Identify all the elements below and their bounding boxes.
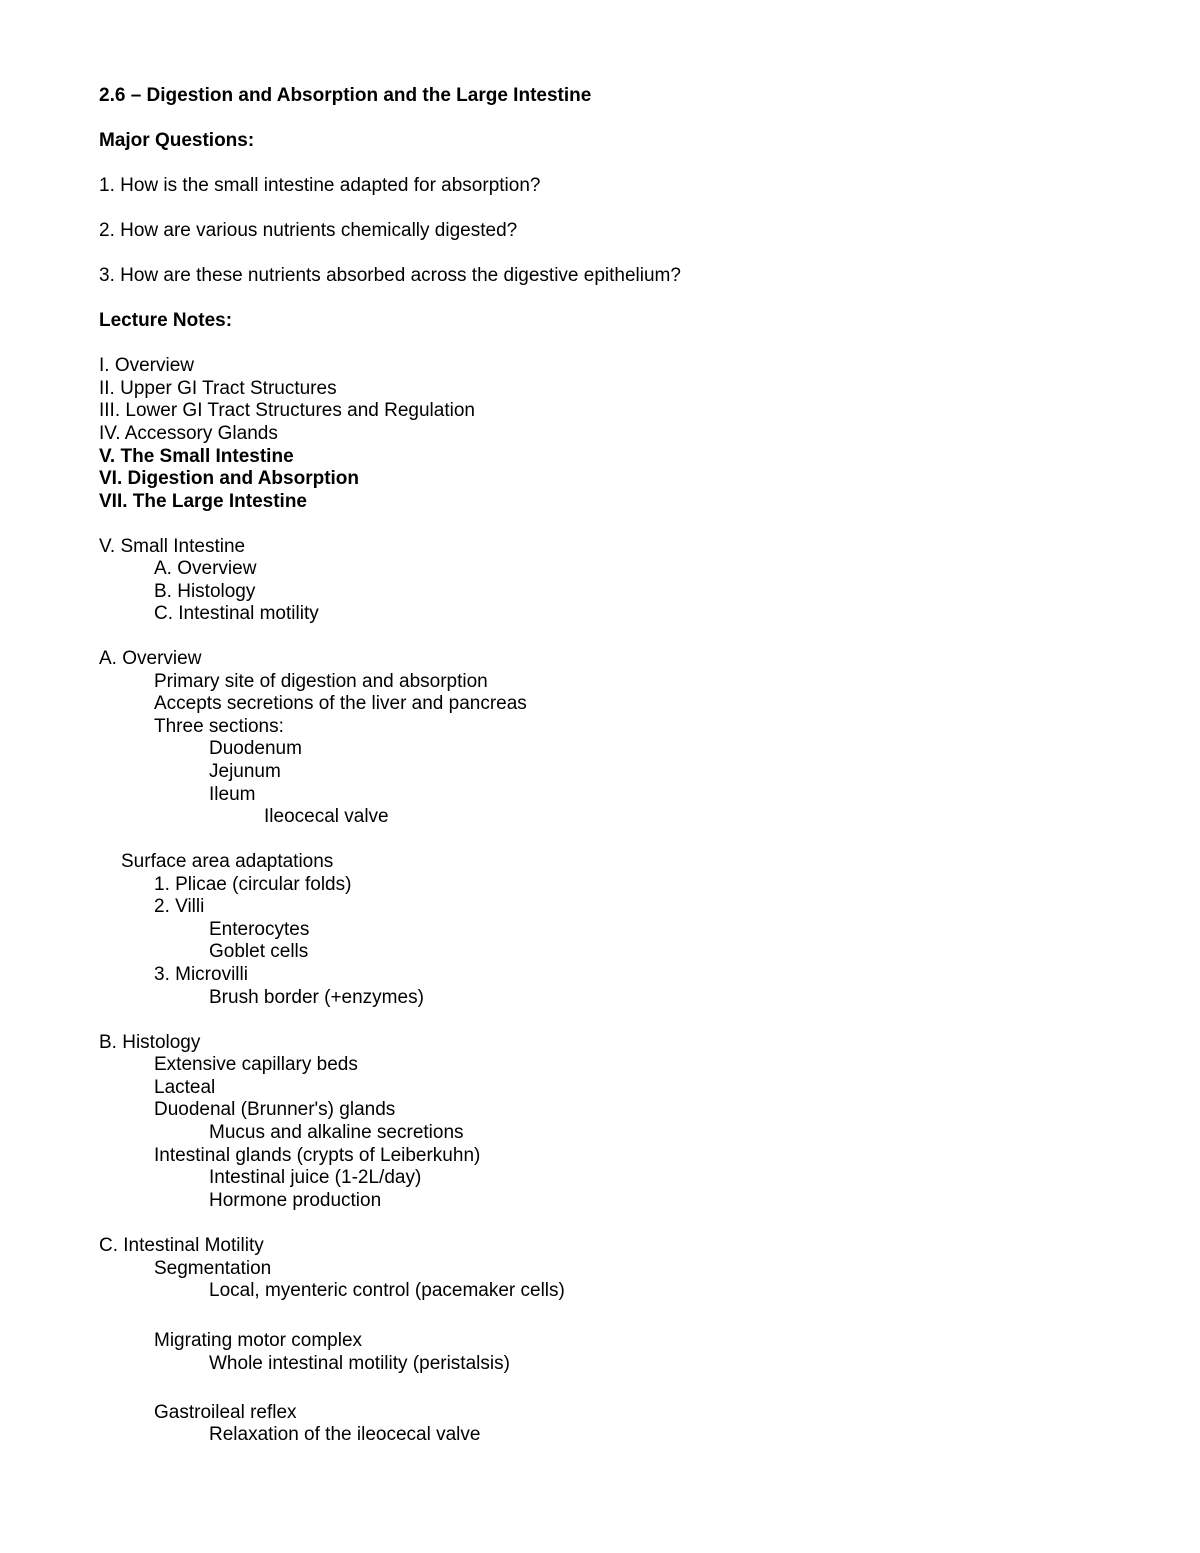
outline-item-3: III. Lower GI Tract Structures and Regulation [99,400,475,421]
villi-enterocytes: Enterocytes [209,919,310,940]
outline-item-2: II. Upper GI Tract Structures [99,378,337,399]
histology-line-4: Mucus and alkaline secretions [209,1122,464,1143]
motility-mmc-detail: Whole intestinal motility (peristalsis) [209,1353,510,1374]
small-intestine-sub-a: A. Overview [154,558,257,579]
section-small-intestine: V. Small Intestine [99,536,246,557]
microvilli-brush-border: Brush border (+enzymes) [209,987,424,1008]
question-2: 2. How are various nutrients chemically digested? [99,220,518,241]
motility-segmentation: Segmentation [154,1258,272,1279]
overview-line-2: Accepts secretions of the liver and pancreas [154,693,527,714]
outline-item-4: IV. Accessory Glands [99,423,278,444]
histology-line-1: Extensive capillary beds [154,1054,358,1075]
section-duodenum: Duodenum [209,738,302,759]
outline-item-5: V. The Small Intestine [99,446,294,467]
histology-line-7: Hormone production [209,1190,382,1211]
overview-line-1: Primary site of digestion and absorption [154,671,488,692]
surface-area-heading: Surface area adaptations [121,851,334,872]
small-intestine-sub-c: C. Intestinal motility [154,603,319,624]
motility-gastroileal: Gastroileal reflex [154,1402,297,1423]
question-1: 1. How is the small intestine adapted for absorption? [99,175,541,196]
villi-goblet-cells: Goblet cells [209,941,309,962]
question-3: 3. How are these nutrients absorbed across the digestive epithelium? [99,265,681,286]
villi: 2. Villi [154,896,205,917]
outline-item-1: I. Overview [99,355,195,376]
lecture-notes-heading: Lecture Notes: [99,310,233,331]
histology-line-6: Intestinal juice (1-2L/day) [209,1167,422,1188]
overview-line-3: Three sections: [154,716,284,737]
outline-item-7: VII. The Large Intestine [99,491,307,512]
ileocecal-valve: Ileocecal valve [264,806,389,827]
section-ileum: Ileum [209,784,256,805]
motility-gastroileal-detail: Relaxation of the ileocecal valve [209,1424,481,1445]
motility-heading: C. Intestinal Motility [99,1235,264,1256]
overview-heading: A. Overview [99,648,202,669]
small-intestine-sub-b: B. Histology [154,581,256,602]
outline-item-6: VI. Digestion and Absorption [99,468,360,489]
plicae: 1. Plicae (circular folds) [154,874,352,895]
motility-mmc: Migrating motor complex [154,1330,363,1351]
major-questions-heading: Major Questions: [99,130,255,151]
section-jejunum: Jejunum [209,761,281,782]
histology-heading: B. Histology [99,1032,201,1053]
microvilli: 3. Microvilli [154,964,248,985]
histology-line-5: Intestinal glands (crypts of Leiberkuhn) [154,1145,481,1166]
histology-line-3: Duodenal (Brunner's) glands [154,1099,396,1120]
document-title: 2.6 – Digestion and Absorption and the Large Intestine [99,85,592,106]
motility-segmentation-detail: Local, myenteric control (pacemaker cells) [209,1280,565,1301]
histology-line-2: Lacteal [154,1077,216,1098]
